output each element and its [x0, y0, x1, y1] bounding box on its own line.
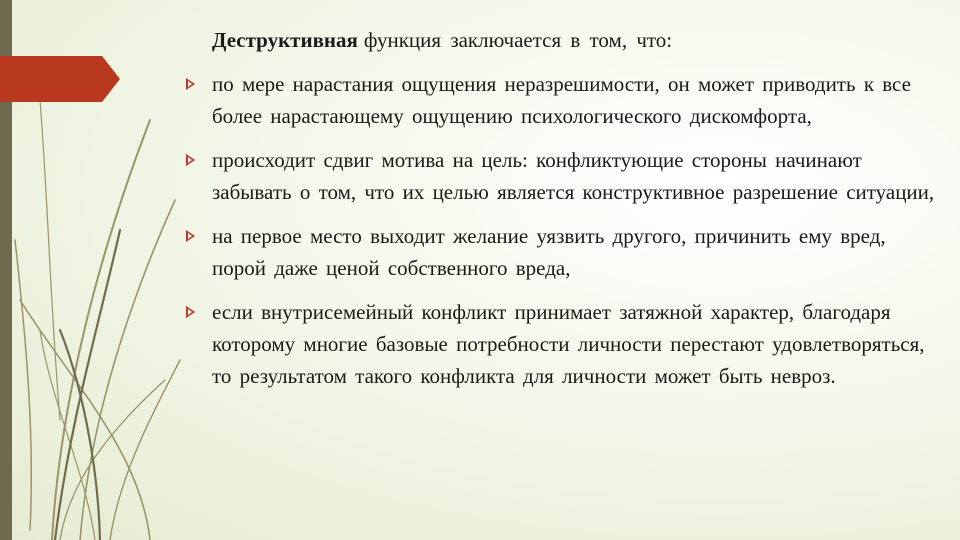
list-item [186, 220, 936, 284]
bullet-text: если внутрисемейный конфликт принимает затяжной характер, благодаря которому многие базовые потребности личности перестают удовлетворяться, то результатом такого конфликта для личности может быть невроз. [212, 300, 925, 388]
bullet-text: на первое место выходит желание уязвить другого, причинить ему вред, порой даже ценой собственного вреда, [212, 224, 886, 280]
heading-bold-term: Деструктивная [212, 28, 358, 52]
slide-heading [212, 24, 936, 56]
red-accent-tab [0, 56, 120, 102]
bullet-text: происходит сдвиг мотива на цель: конфликтующие стороны начинают забывать о том, что их целью является конструктивное разрешение ситуации, [212, 148, 935, 204]
arrow-bullet-icon [186, 230, 195, 242]
list-item [186, 68, 936, 132]
arrow-bullet-icon [186, 154, 195, 166]
arrow-bullet-icon [186, 78, 195, 90]
bullet-text: по мере нарастания ощущения неразрешимости, он может приводить к все более нарастающему ощущению психологического дискомфорта, [212, 72, 911, 128]
heading-text: функция заключается в том, что: [363, 28, 673, 52]
list-item [186, 144, 936, 208]
bullet-list [186, 68, 936, 392]
slide-content [186, 24, 936, 404]
list-item [186, 296, 936, 392]
arrow-bullet-icon [186, 306, 195, 318]
